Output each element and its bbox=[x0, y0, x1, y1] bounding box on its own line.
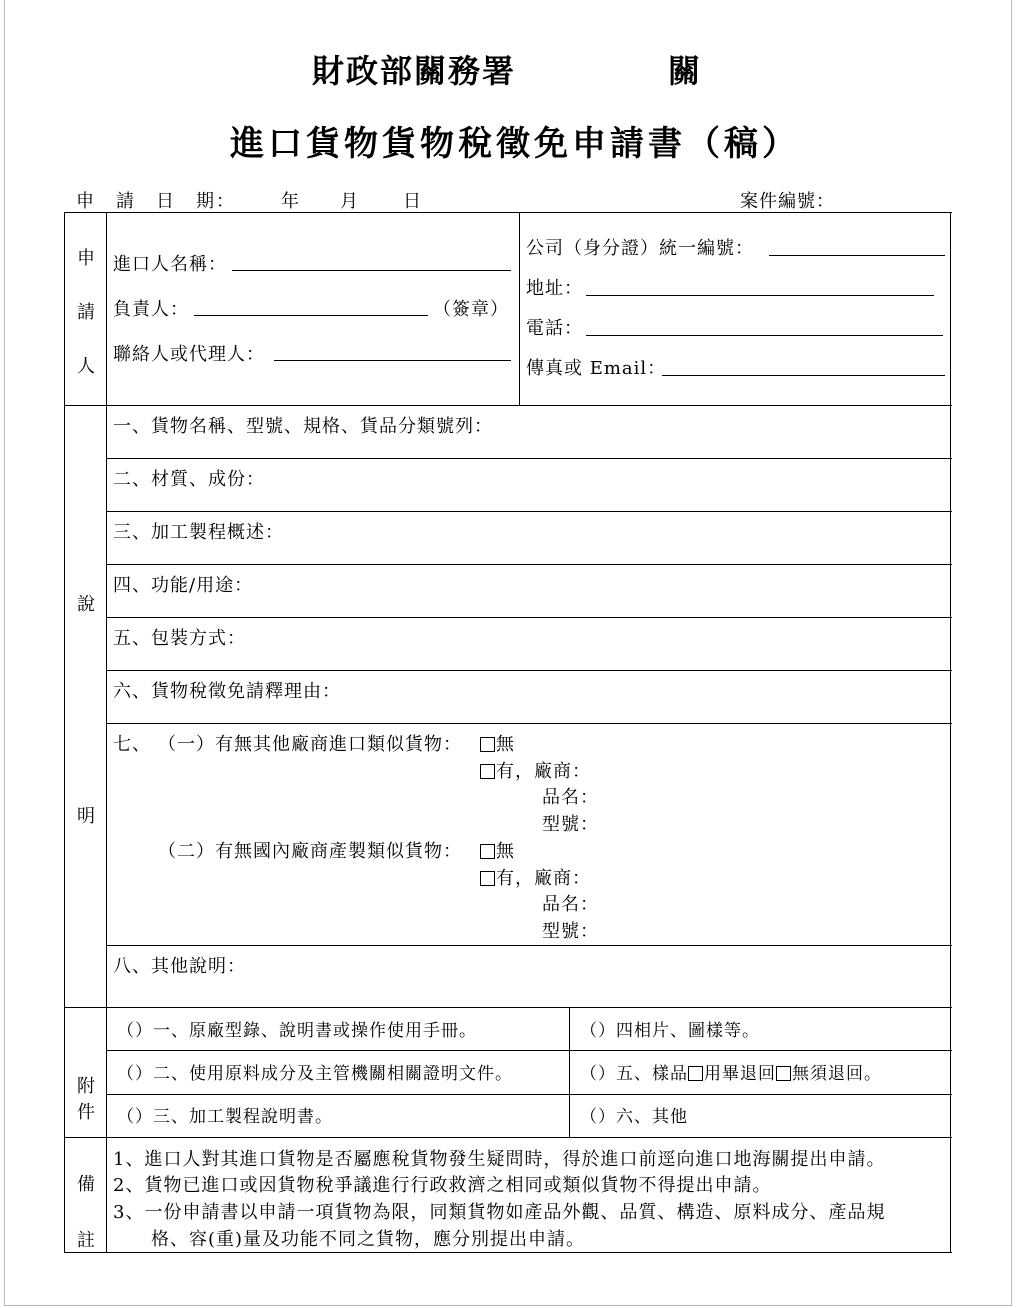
date-label: 申 請 日 期： bbox=[76, 191, 236, 212]
other-remarks-item[interactable]: 八、其他說明： bbox=[113, 956, 246, 977]
applicant-label-2: 請 bbox=[77, 302, 95, 323]
signature-label: （簽章） bbox=[433, 299, 509, 320]
note-1: 1、進口人對其進口貨物是否屬應稅貨物發生疑問時，得於進口前逕向進口地海關提出申請。 bbox=[113, 1149, 886, 1170]
similar-import-no[interactable]: 無 bbox=[480, 730, 515, 756]
applicant-label-3: 人 bbox=[77, 356, 95, 377]
notes-label-2: 註 bbox=[77, 1230, 95, 1251]
attachments-label-2: 件 bbox=[77, 1102, 95, 1123]
company-id-field[interactable] bbox=[769, 255, 945, 256]
description-label-1: 說 bbox=[77, 594, 95, 615]
attachment-catalog[interactable]: （）一、原廠型錄、說明書或操作使用手冊。 bbox=[117, 1021, 477, 1041]
similar-import-model-label: 型號： bbox=[542, 814, 599, 835]
description-label-2: 明 bbox=[77, 806, 95, 827]
agency-suffix: 關 bbox=[668, 52, 703, 90]
form-title: 進口貨物貨物稅徵免申請書（稿） bbox=[230, 124, 800, 164]
agency-title: 財政部關務署 bbox=[312, 52, 517, 90]
process-item[interactable]: 三、加工製程概述： bbox=[113, 522, 284, 543]
function-item[interactable]: 四、功能/用途： bbox=[113, 575, 254, 596]
checkbox-icon[interactable] bbox=[688, 1066, 703, 1081]
case-number-label: 案件編號： bbox=[740, 191, 835, 212]
note-3: 3、一份申請書以申請一項貨物為限，同類貨物如產品外觀、品質、構造、原料成分、產品規 bbox=[113, 1202, 886, 1223]
fax-email-field[interactable] bbox=[662, 375, 945, 376]
reason-item[interactable]: 六、貨物稅徵免請釋理由： bbox=[113, 681, 341, 702]
checkbox-icon[interactable] bbox=[480, 871, 495, 886]
attachment-sample[interactable]: （）五、樣品 用畢退回 無須退回。 bbox=[580, 1064, 882, 1084]
goods-name-item[interactable]: 一、貨物名稱、型號、規格、貨品分類號列： bbox=[113, 416, 493, 437]
checkbox-icon[interactable] bbox=[480, 844, 495, 859]
date-year: 年 bbox=[281, 191, 301, 212]
applicant-label-1: 申 bbox=[77, 248, 95, 269]
domestic-similar-yes[interactable]: 有，廠商： bbox=[480, 864, 591, 890]
similar-import-yes[interactable]: 有，廠商： bbox=[480, 757, 591, 783]
note-3-continued: 格、容(重)量及功能不同之貨物，應分別提出申請。 bbox=[151, 1229, 586, 1250]
material-item[interactable]: 二、材質、成份： bbox=[113, 469, 265, 490]
contact-agent-label: 聯絡人或代理人： bbox=[113, 344, 265, 365]
phone-label: 電話： bbox=[526, 318, 583, 339]
company-id-label: 公司（身分證）統一編號： bbox=[526, 238, 754, 259]
attachment-other[interactable]: （）六、其他 bbox=[580, 1107, 688, 1127]
attachment-process-doc[interactable]: （）三、加工製程說明書。 bbox=[117, 1107, 333, 1127]
date-day: 日 bbox=[403, 191, 423, 212]
responsible-person-field[interactable] bbox=[194, 315, 428, 316]
domestic-similar-question: （二）有無國內廠商產製類似貨物： bbox=[158, 841, 462, 862]
note-2: 2、貨物已進口或因貨物稅爭議進行行政救濟之相同或類似貨物不得提出申請。 bbox=[113, 1175, 772, 1196]
address-field[interactable] bbox=[586, 295, 934, 296]
attachments-label-1: 附 bbox=[77, 1076, 95, 1097]
item7-prefix: 七、 bbox=[113, 734, 151, 755]
responsible-person-label: 負責人： bbox=[113, 299, 189, 320]
fax-email-label: 傳真或 Email： bbox=[526, 358, 667, 379]
domestic-similar-no[interactable]: 無 bbox=[480, 837, 515, 863]
similar-import-product-label: 品名： bbox=[542, 787, 599, 808]
domestic-similar-model-label: 型號： bbox=[542, 921, 599, 942]
phone-field[interactable] bbox=[586, 335, 943, 336]
attachment-photos[interactable]: （）四相片、圖樣等。 bbox=[580, 1021, 760, 1041]
address-label: 地址： bbox=[526, 278, 583, 299]
domestic-similar-product-label: 品名： bbox=[542, 894, 599, 915]
date-month: 月 bbox=[340, 191, 360, 212]
attachment-material-docs[interactable]: （）二、使用原料成分及主管機關相關證明文件。 bbox=[117, 1064, 513, 1084]
packaging-item[interactable]: 五、包裝方式： bbox=[113, 628, 246, 649]
checkbox-icon[interactable] bbox=[480, 764, 495, 779]
importer-name-label: 進口人名稱： bbox=[113, 254, 227, 275]
similar-import-question: （一）有無其他廠商進口類似貨物： bbox=[158, 734, 462, 755]
checkbox-icon[interactable] bbox=[480, 737, 495, 752]
contact-agent-field[interactable] bbox=[274, 360, 511, 361]
importer-name-field[interactable] bbox=[232, 270, 511, 271]
checkbox-icon[interactable] bbox=[776, 1066, 791, 1081]
notes-label-1: 備 bbox=[77, 1174, 95, 1195]
